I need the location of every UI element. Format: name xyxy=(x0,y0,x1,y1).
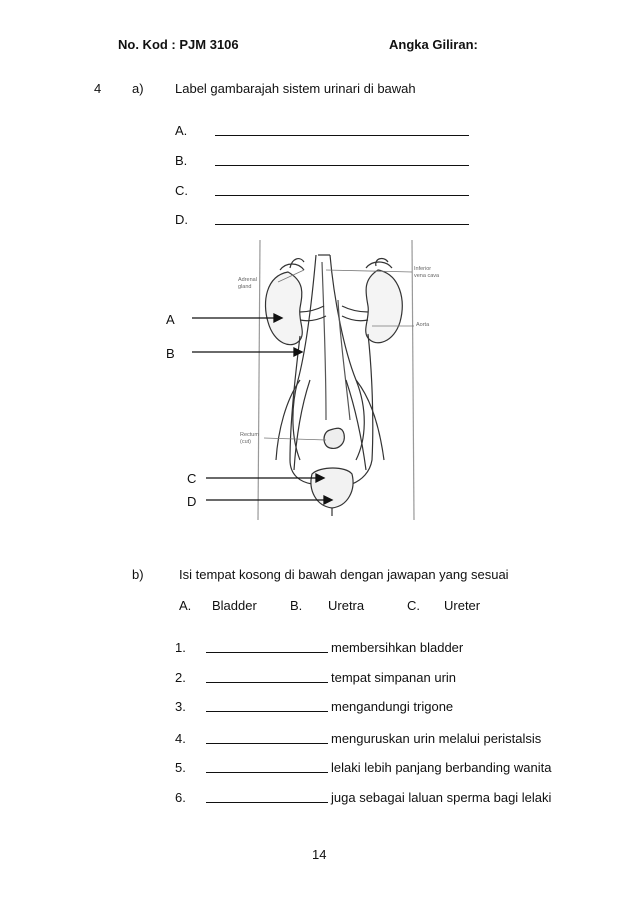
rectum-annotation: Rectum (cut) xyxy=(240,432,259,445)
answer-letter-d: D. xyxy=(175,212,188,227)
option-letter-a: A. xyxy=(179,598,192,613)
diagram-label-b: B xyxy=(166,346,175,361)
item-text-4: menguruskan urin melalui peristalsis xyxy=(331,731,542,746)
part-b-label: b) xyxy=(132,567,144,582)
answer-letter-a: A. xyxy=(175,123,188,138)
item-number-4: 4. xyxy=(175,731,186,746)
answer-letter-c: C. xyxy=(175,183,188,198)
part-a-label: a) xyxy=(132,81,144,96)
item-blank-5[interactable] xyxy=(206,762,328,773)
item-text-2: tempat simpanan urin xyxy=(331,670,457,685)
inferior-vena-cava-annotation: Inferior vena cava xyxy=(414,266,440,279)
part-b-instruction: Isi tempat kosong di bawah dengan jawapan yang sesuai xyxy=(179,567,509,582)
item-text-3: mengandungi trigone xyxy=(331,699,454,714)
option-letter-b: B. xyxy=(290,598,303,613)
item-number-5: 5. xyxy=(175,760,186,775)
item-text-6: juga sebagai laluan sperma bagi lelaki xyxy=(331,790,552,805)
diagram-label-a: A xyxy=(166,312,175,327)
item-text-1: membersihkan bladder xyxy=(331,640,464,655)
adrenal-gland-annotation: Adrenal gland xyxy=(238,277,257,290)
course-code: No. Kod : PJM 3106 xyxy=(118,37,239,52)
question-number: 4 xyxy=(94,81,102,96)
item-blank-6[interactable] xyxy=(206,792,328,803)
item-number-1: 1. xyxy=(175,640,186,655)
item-blank-2[interactable] xyxy=(206,672,328,683)
item-number-6: 6. xyxy=(175,790,186,805)
item-text-5: lelaki lebih panjang berbanding wanita xyxy=(331,760,552,775)
option-ureter: Ureter xyxy=(444,598,481,613)
option-letter-c: C. xyxy=(407,598,420,613)
diagram-label-d: D xyxy=(187,494,197,509)
answer-letter-b: B. xyxy=(175,153,188,168)
item-blank-4[interactable] xyxy=(206,733,328,744)
part-a-instruction: Label gambarajah sistem urinari di bawah xyxy=(175,81,416,96)
option-bladder: Bladder xyxy=(212,598,257,613)
item-number-2: 2. xyxy=(175,670,186,685)
item-number-3: 3. xyxy=(175,699,186,714)
page-number: 14 xyxy=(312,847,327,862)
item-blank-1[interactable] xyxy=(206,642,328,653)
option-uretra: Uretra xyxy=(328,598,365,613)
item-blank-3[interactable] xyxy=(206,701,328,712)
aorta-annotation: Aorta xyxy=(416,322,430,328)
diagram-label-c: C xyxy=(187,471,197,486)
candidate-number-label: Angka Giliran: xyxy=(389,37,478,52)
